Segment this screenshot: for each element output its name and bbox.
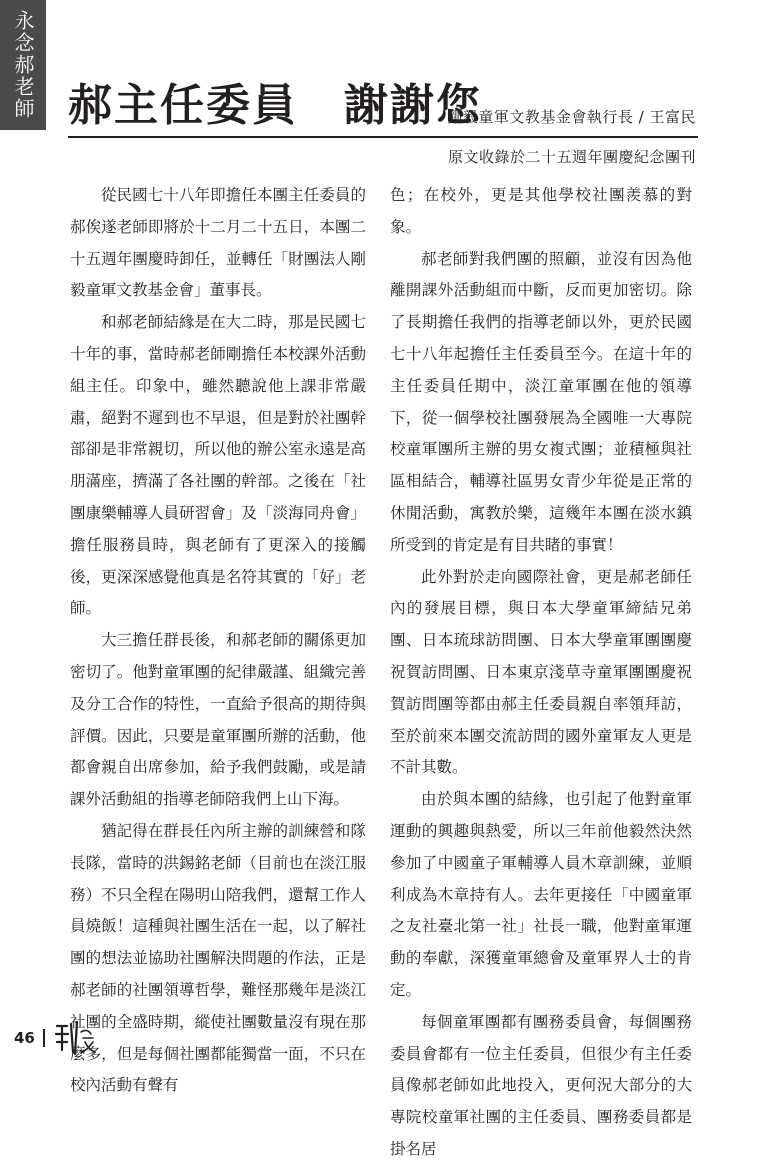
page-footer: [14, 1020, 97, 1056]
section-side-tab: [0, 0, 46, 130]
paragraph: 由於與本團的結緣，也引起了他對童軍運動的興趣與熱愛，所以三年前他毅然決然參加了中國童子軍輔導人員木章訓練，並順利成為木章持有人。去年更接任「中國童軍之友社臺北第一社」社長一職，他對童軍運動的奉獻，深獲童軍總會及童軍界人士的肯定。: [390, 790, 692, 999]
right-column: [390, 180, 692, 1166]
paragraph: 郝老師對我們團的照顧，並沒有因為他離開課外活動組而中斷，反而更加密切。除了長期擔任我們的指導老師以外，更於民國七十八年起擔任主任委員至今。在這十年的主任委員任期中，淡江童軍團在他的領導下，從一個學校社團發展為全國唯一大專院校童軍團所主辦的男女複式團；並積極與社區相結合，輔導社區男女青少年從是正常的休閒活動，寓教於樂，這幾年本團在淡水鎮所受到的肯定是有目共睹的事實！: [390, 249, 692, 554]
footer-divider: [43, 1029, 45, 1047]
paragraph: 大三擔任群長後，和郝老師的關係更加密切了。他對童軍團的紀律嚴謹、組織完善及分工合作的特性，一直給予很高的期待與評價。因此，只要是童軍團所辦的活動，他都會親自出席參加，給予我們鼓勵，或是請課外活動組的指導老師陪我們上山下海。: [70, 631, 366, 809]
left-column: [70, 180, 366, 1102]
magazine-logo-icon: [53, 1020, 97, 1056]
article-author: 剛毅童軍文教基金會執行長 / 王富民: [447, 108, 696, 126]
page-number: 46: [14, 1029, 35, 1047]
paragraph: 猶記得在群長任內所主辦的訓練營和隊長隊，當時的洪錫銘老師（目前也在淡江服務）不只全程在陽明山陪我們，還幫工作人員燒飯！這種與社團生活在一起，以了解社團的想法並協助社團解決問題的作法，正是郝老師的社團領導哲學，難怪那幾年是淡江社團的全盛時期，縱使社團數量沒有現在那麼多，但是每個社團都能獨當一面，不只在校內活動有聲有: [70, 821, 366, 1095]
paragraph-continuation: 色；在校外，更是其他學校社團羨慕的對象。: [390, 186, 692, 236]
article-title: 郝主任委員 謝謝您: [68, 80, 482, 131]
paragraph: 此外對於走向國際社會，更是郝老師任內的發展目標，與日本大學童軍締結兄弟團、日本琉球訪問團、日本大學童軍團團慶祝賀訪問團、日本東京淺草寺童軍團團慶祝賀訪問團等都由郝主任委員親自率領拜訪，至於前來本團交流訪問的國外童軍友人更是不計其數。: [390, 567, 692, 777]
paragraph: 和郝老師結緣是在大二時，那是民國七十年的事，當時郝老師剛擔任本校課外活動組主任。印象中，雖然聽說他上課非常嚴肅，絕對不遲到也不早退，但是對於社團幹部卻是非常親切，所以他的辦公室永遠是高朋滿座，擠滿了各社團的幹部。之後在「社團康樂輔導人員研習會」及「淡海同舟會」擔任服務員時，與老師有了更深入的接觸後，更深深感覺他真是名符其實的「好」老師。: [70, 313, 366, 618]
article-source-note: 原文收錄於二十五週年團慶紀念團刊: [447, 148, 696, 166]
section-label: 永念郝老師: [11, 10, 35, 120]
paragraph: 從民國七十八年即擔任本團主任委員的郝俟遂老師即將於十二月二十五日，本團二十五週年團慶時卸任，並轉任「財團法人剛毅童軍文教基金會」董事長。: [70, 186, 366, 300]
title-divider: [68, 136, 698, 138]
paragraph: 每個童軍團都有團務委員會，每個團務委員會都有一位主任委員，但很少有主任委員像郝老師如此地投入，更何況大部分的大專院校童軍社團的主任委員、團務委員都是掛名居: [390, 1012, 692, 1158]
